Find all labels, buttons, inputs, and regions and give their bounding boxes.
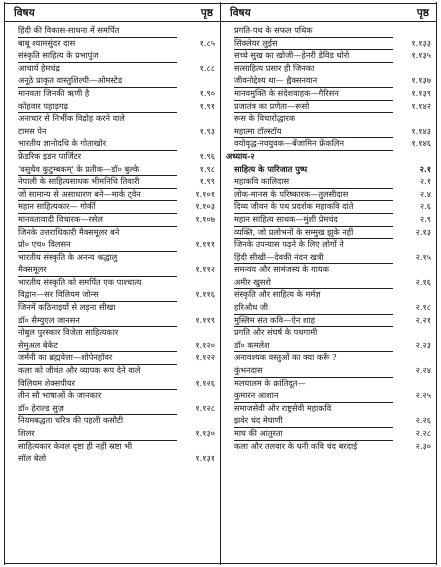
toc-entry-title: महाकवि कालिदास [234,175,393,189]
toc-entry [6,389,219,402]
toc-entry-page: १.१२६ [195,377,215,388]
toc-entry [6,24,219,37]
toc-entry-title: सत्साहित्य प्रसार ही जिनका [234,62,315,73]
toc-entry-title: अध्याय-२ [226,150,255,161]
toc-entry [6,351,219,364]
toc-entry-title: सेमुअल बेकेट [18,339,177,353]
toc-entry-title: साहित्य के पारिजात पुष्प [234,163,308,174]
toc-entry-title: जिनके उत्तराधिकारी मैक्समूलर बने [18,226,120,237]
toc-entry [6,440,219,453]
toc-entry-page: २.१६ [415,276,431,287]
toc-entry-title: डॉ० सैम्युएल जानसन [18,314,177,328]
toc-entry-title: मानवता जिनकी ऋणी है [18,87,90,98]
toc-entry-page: १.९० [199,87,215,98]
toc-entry-page: १.९१ [199,100,215,111]
toc-entry [6,301,219,314]
toc-entry [6,125,219,138]
toc-entry [222,251,435,264]
toc-entry-page: २.१३ [415,226,431,237]
toc-entry [6,251,219,264]
toc-entry-page: २.२४ [415,365,431,376]
toc-entry [222,364,435,377]
toc-entry-page: २.९ [419,213,431,224]
toc-entry-page: २.२८ [415,428,431,438]
toc-entry [222,49,435,62]
toc-entry-page: १.९३ [199,125,215,136]
toc-entry [222,188,435,201]
toc-entry-title: प्रजातंत्र का प्रणेता—रूसो [234,100,393,114]
toc-entry-page: २.२६ [415,415,431,426]
toc-entry-title: महात्मा टॉल्स्टॉय [234,125,393,139]
toc-entry [6,213,219,226]
toc-entry-page: १.९८ [199,163,215,174]
toc-entry-title: फ्रेडरिक इडन पार्जिटर [18,150,82,161]
toc-entry-title: जीवनोद्देश्य था— ह्वैक्सनवान [234,74,393,88]
toc-entry-page: १.१३९ [411,87,431,98]
toc-entry [6,402,219,415]
toc-entry-title: विद्वान—सर विलियम जोन्स [18,288,177,302]
toc-entry [6,326,219,339]
toc-entry-page: २.४ [419,188,431,199]
toc-entry [6,364,219,377]
toc-entry-title: आचार्य हेमचंद्र [18,62,60,73]
toc-entry-page: २.३० [415,440,431,451]
toc-entry-page: १.८८ [199,62,215,73]
toc-entry-page: १.१३५ [411,50,431,61]
toc-entry [222,74,435,87]
toc-entry [222,213,435,226]
toc-entry [6,238,219,251]
toc-entry-title: कुंभनदास [234,364,393,378]
toc-entry [222,163,435,176]
toc-entry-page: १.१३० [195,428,215,438]
right-subject-heading: विषय [230,7,251,19]
toc-entry-title: झवेर चंद मेघाणी [234,414,393,428]
toc-entry-title: व्यक्ति, जो प्रलोभनों के सम्मुख झुके नहीं [234,226,393,240]
toc-entry [222,263,435,276]
toc-entry-title: रूस के विचारोद्धारक [234,113,296,124]
toc-entry-page: १.१२८ [195,402,215,413]
toc-entry-page: १.९६ [199,150,215,161]
toc-entry-page: १.१३३ [411,37,431,48]
toc-entry [222,200,435,213]
toc-entry [6,414,219,427]
right-border [436,2,437,565]
toc-entry-title: अनूठे प्राकृत वास्तुशिल्पी—ओमस्टेड [18,74,177,88]
left-entry-list [6,24,219,465]
toc-entry-title: भारतीय संस्कृति को समर्पित एक पाश्चात्य [18,276,142,287]
toc-entry-title: विलियम शेक्सपीयर [18,377,177,391]
toc-entry [222,427,435,440]
toc-entry-title: सिंक्लेयर लुईस [234,37,393,51]
toc-entry-title: मलयालम के क्रांतिदूत— [234,377,306,388]
toc-entry [222,339,435,352]
toc-entry-title: साहित्यकार केवल दृष्टा ही नहीं स्रष्टा भी [18,440,133,451]
toc-entry [6,62,219,75]
left-border [4,2,5,565]
toc-entry [222,24,435,37]
toc-entry-title: कोहवार पहाड़गढ़ [18,100,177,114]
toc-entry [222,238,435,251]
toc-entry-page: १.९९ [199,176,215,187]
toc-entry [222,175,435,188]
toc-entry-title: हिंदी सीखी—देवकी नंदन खत्री [234,251,393,265]
right-page-heading: पृष्ठ [416,7,429,19]
toc-entry [6,314,219,327]
toc-entry-title: संस्कृति साहित्य के प्रभापुंज [18,49,177,63]
toc-entry-title: प्रो० एच० विलसन [18,238,177,252]
toc-entry-title: नेपाली के साहित्यसाधक भीमनिधि तिवारी [18,175,177,189]
toc-entry [6,37,219,50]
toc-entry-title: प्रगति और संघर्ष के पथगामी [234,327,318,338]
toc-entry [222,414,435,427]
right-entry-list [222,24,435,452]
toc-entry [222,301,435,314]
toc-entry-page: १.११९ [195,314,215,325]
toc-entry-title: 'वसुधैव कुटुम्बकम्' के प्रतीक—डॉ० बुल्के [18,163,177,177]
toc-entry [6,74,219,87]
toc-entry-page: १.१३१ [195,453,215,464]
toc-entry-title: अमीर खुसरो [234,276,393,290]
toc-entry-page: २.१ [419,163,431,174]
toc-entry [222,226,435,239]
toc-entry [222,377,435,390]
toc-entry-title: महान साहित्य साधक—मुंशी प्रेमचंद [234,213,393,227]
toc-entry [222,351,435,364]
toc-entry-title: सच्चे सुख का खोजी—हेनरी डेविड थोरो [234,49,393,63]
toc-entry [6,288,219,301]
toc-entry-title: अनाचार से निर्भीक विद्रोह करने वाले [18,113,125,124]
toc-entry [222,37,435,50]
toc-entry-page: १.१२२ [195,352,215,363]
toc-entry-page: २.१५ [415,251,431,262]
toc-entry-title: संस्कृति और साहित्य के मर्मज्ञ [234,289,321,300]
toc-entry-title: जिनके उपन्यास पढ़ने के लिए लोगों ने [234,239,344,250]
toc-entry [222,326,435,339]
toc-entry-title: टामस पेन [18,125,47,136]
toc-entry [222,137,435,150]
toc-entry [222,314,435,327]
toc-entry-title: मानवतावादी विचारक—रसेल [18,213,177,227]
toc-entry-title: भारतीय ज्ञानोदधि के गोताखोर [18,137,177,151]
toc-entry-title: मानवमुक्ति के संदेशवाहक—गैरिसन [234,87,393,101]
toc-entry [222,288,435,301]
left-page-heading: पृष्ठ [200,7,213,19]
toc-entry-title: माघ की आतुरता [234,427,393,441]
toc-entry [6,100,219,113]
toc-entry-title: दिव्य जीवन के पथ प्रदर्शक महाकवि दांते [234,200,393,214]
toc-entry [6,188,219,201]
toc-entry [6,200,219,213]
toc-entry-title: सॉल बेलो [18,453,47,464]
toc-entry [6,452,219,465]
toc-entry [222,87,435,100]
toc-entry-title: लोक-मानस के परिष्कारक—तुलसीदास [234,188,393,202]
toc-entry-page: १.११६ [195,289,215,300]
toc-entry-title: प्रगति-पथ के सफल पथिक [234,24,393,38]
toc-entry-page: १.१११ [195,239,215,250]
toc-entry-title: समाजसेवी और राष्ट्रसेवी महाकवि [234,402,332,413]
toc-entry-title: डॉ० कमलेश [234,339,393,353]
toc-entry-page: १.१०७ [195,213,215,224]
toc-entry-title: तीन सौ भाषाओं के जानकार [18,390,102,401]
toc-entry [222,100,435,113]
toc-entry-title: महान साहित्यकार— गोर्की [18,200,177,214]
toc-entry [6,150,219,163]
toc-entry-page: १.११२ [195,264,215,275]
toc-entry [6,49,219,62]
toc-entry-page: २.१ [419,176,431,187]
toc-entry-title: नोबुल पुरस्कार विजेता साहित्यकार [18,327,119,338]
toc-entry [222,276,435,289]
toc-entry [6,276,219,289]
toc-entry-title: समन्वय और सामंजस्य के गायक [234,264,329,275]
toc-entry-title: भारतीय संस्कृति के अनन्य श्रद्धालु [18,251,118,262]
toc-entry-title: जर्मनी का ब्रह्मवेत्ता—शोपेनहॉवर [18,351,177,365]
toc-entry-page: १.१४२ [411,100,431,111]
toc-entry [6,226,219,239]
column-divider [220,2,221,565]
toc-entry [6,175,219,188]
toc-entry [6,137,219,150]
toc-entry-title: बाबू श्यामसुंदर दास [18,37,76,48]
toc-entry [222,62,435,75]
toc-entry-title: नियमबद्धता चरित्र की पहली कसौटी [18,415,124,426]
left-subject-heading: विषय [14,7,35,19]
toc-entry-title: अनावश्यक वस्तुओं का क्या करूँ ? [234,352,337,363]
toc-entry [222,440,435,453]
toc-entry-page: १.१२० [195,339,215,350]
toc-entry-title: शिलर [18,427,177,441]
toc-entry [222,125,435,138]
toc-entry-title: मुस्लिम संत कवि—ऐन शाह [234,314,393,328]
toc-entry-title: कला और तलवार के धनी कवि चंद बरदाई [234,440,358,451]
toc-entry-title: कुमारन आशान [234,389,393,403]
toc-entry-page: १.१३७ [411,75,431,86]
toc-entry [6,163,219,176]
toc-entry-page: २.२३ [415,339,431,350]
toc-entry-title: जो सामान्य से असाधारण बने—मार्क ट्वेन [18,188,177,202]
toc-entry-title: डॉ० हेराल्ड सुज़ [18,402,177,416]
toc-entry-title: कला को जीवंत और व्यापक रूप देने वाले [18,365,141,376]
toc-entry-page: १.१०३ [195,201,215,212]
toc-entry-page: १.८५ [199,37,215,48]
toc-entry [6,263,219,276]
toc-entry-page: २.२५ [415,390,431,401]
toc-entry [222,150,435,163]
toc-entry-page: २.२१ [415,314,431,325]
toc-entry [222,112,435,125]
toc-entry [6,427,219,440]
toc-entry-title: हरिऔध जी [234,301,393,315]
toc-entry [222,389,435,402]
toc-entry-page: १.१४३ [411,125,431,136]
toc-entry [6,339,219,352]
toc-entry-page: २.६ [419,201,431,212]
toc-entry-title: हिंदी की विकास-साधना में समर्पित [18,24,177,38]
toc-entry [222,402,435,415]
toc-entry-page: १.१४६ [411,138,431,149]
toc-entry-title: मैक्समूलर [18,263,177,277]
toc-entry-title: जिनमें कठिनाइयों से लड़ना सीखा [18,302,116,313]
toc-entry [6,87,219,100]
toc-entry-page: २.१८ [415,302,431,313]
toc-entry [6,377,219,390]
toc-entry [6,112,219,125]
toc-entry-title: वयोवृद्ध-नवयुवक—बेंजामिन फ्रेंकलिन [234,137,393,151]
toc-entry-page: १.१०१ [195,188,215,199]
